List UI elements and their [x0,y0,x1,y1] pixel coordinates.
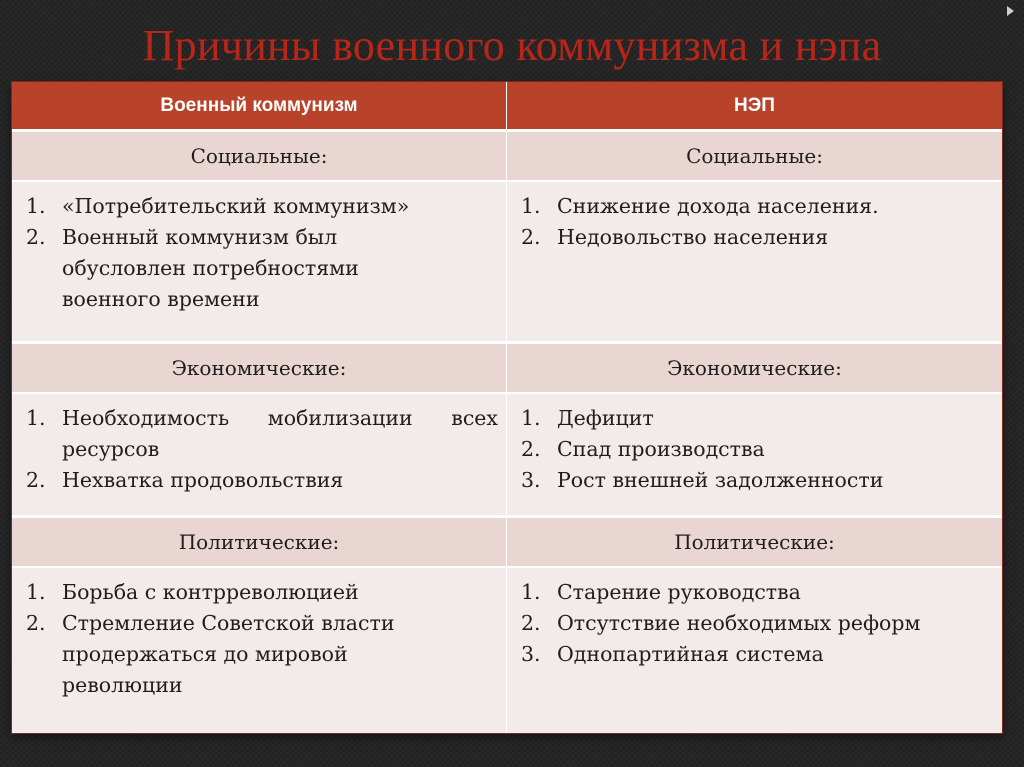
social-causes-war-communism [12,182,507,344]
section-heading-political-left: Политические: [12,518,507,568]
list-item: 3. Однопартийная система [521,642,824,666]
list-item: 1. Снижение дохода населения. [521,194,879,218]
cause-list [521,577,994,670]
economic-causes-nep [507,394,1002,518]
list-item: 1. Дефицит [521,406,654,430]
cause-list [521,191,994,253]
political-causes-war-communism [12,568,507,733]
cause-list [26,403,498,496]
cause-list [26,191,498,315]
section-heading-social-right: Социальные: [507,132,1002,182]
column-header-nep: НЭП [507,82,1002,132]
list-item: 2. Отсутствие необходимых реформ [521,611,921,635]
list-item: 2. Недовольство населения [521,225,829,249]
section-heading-economic-left: Экономические: [12,344,507,394]
column-header-war-communism: Военный коммунизм [12,82,507,132]
page-title: Причины военного коммунизма и нэпа [142,21,882,70]
list-item: 2. Стремление Советской власти продержаться до мировой революции [26,611,395,697]
list-item: 2. Спад производства [521,437,765,461]
section-heading-political-right: Политические: [507,518,1002,568]
cause-list [26,577,498,701]
list-item: 2. Нехватка продовольствия [26,468,344,492]
list-item: 1. Борьба с контрреволюцией [26,580,359,604]
list-item: 1. Необходимость мобилизации всех ресурсов [26,406,498,461]
cause-list [521,403,994,496]
slide-corner-arrow-icon [1007,6,1014,16]
list-item: 1. Старение руководства [521,580,801,604]
section-heading-social-left: Социальные: [12,132,507,182]
political-causes-nep [507,568,1002,733]
section-heading-economic-right: Экономические: [507,344,1002,394]
comparison-table [12,82,1002,733]
social-causes-nep [507,182,1002,344]
list-item: 2. Военный коммунизм был обусловлен потребностями военного времени [26,225,359,311]
economic-causes-war-communism [12,394,507,518]
list-item: 3. Рост внешней задолженности [521,468,884,492]
list-item: 1. «Потребительский коммунизм» [26,194,410,218]
